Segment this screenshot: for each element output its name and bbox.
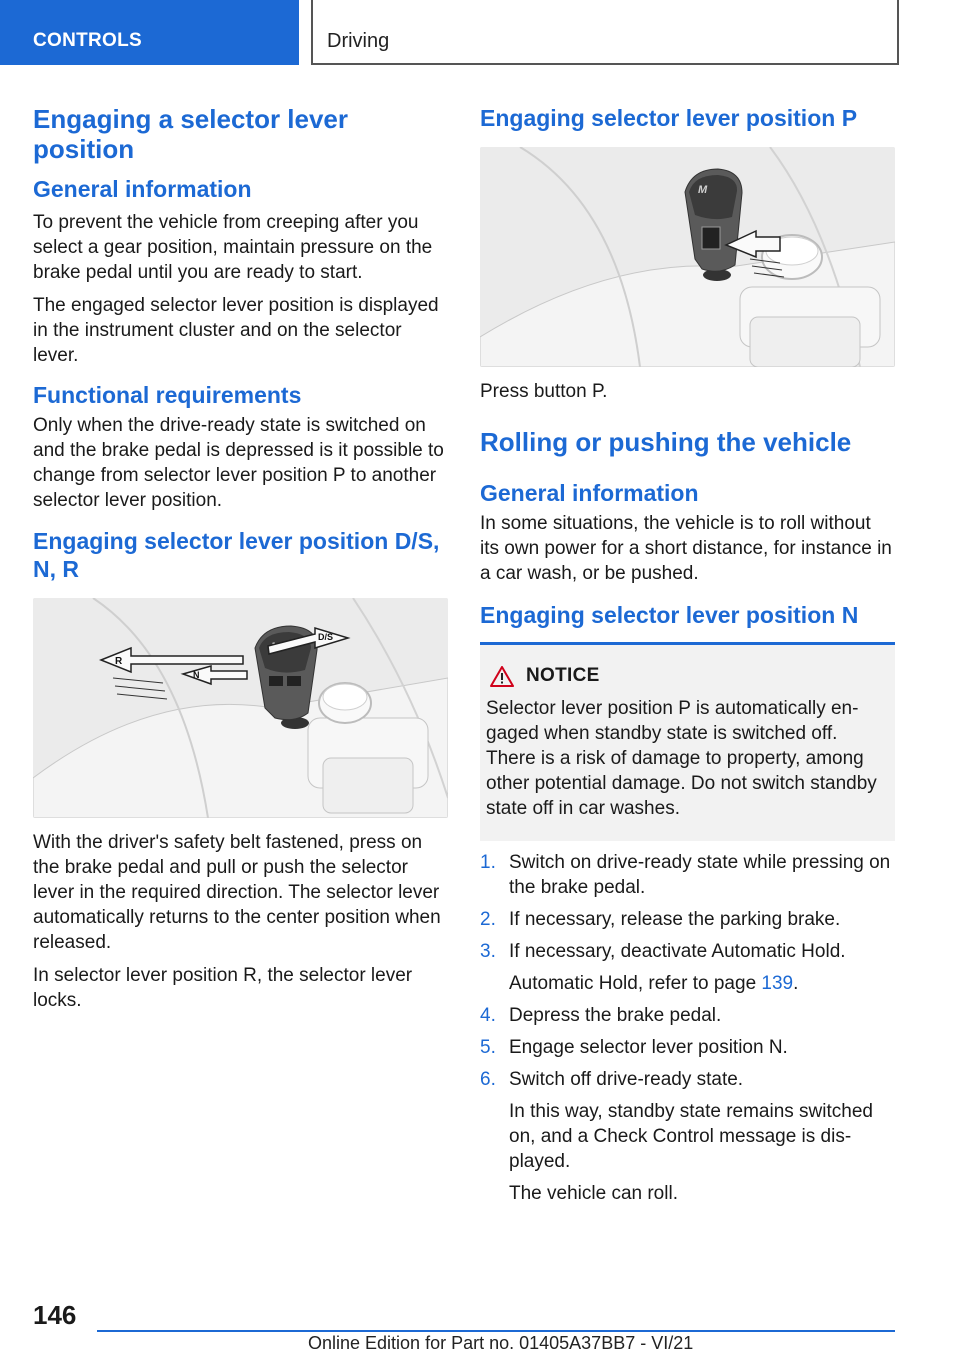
step-3-subtext [509,971,895,996]
step-number: 3. [480,941,496,962]
step-number: 6. [480,1069,496,1090]
arrow-label-r: R [115,656,123,667]
list-item [480,1003,895,1028]
heading-functional-requirements: Functional requirements [33,382,302,408]
step-number: 2. [480,909,496,930]
list-item [480,850,895,900]
notice-header [490,665,887,687]
page-reference-link[interactable]: 139 [761,973,794,994]
heading-engaging-p: Engaging selector lever position P [480,105,858,131]
dsnr-paragraph-1: With the driver's safety belt fastened, press on the brake pedal and pull or push the selector lever in the required direction. The selector lever automatically returns to the center position when released. [33,832,441,953]
step-3-sub-prefix: Automatic Hold, refer to page [509,973,762,994]
step-6-subtext-2: The vehicle can roll. [509,1183,678,1204]
heading-engaging-n: Engaging selector lever position N [480,602,859,628]
step-6-subtext-1: In this way, standby state remains switched on, and a Check Control message is dis‐played. [509,1101,873,1172]
section-title-rolling: Rolling or pushing the vehicle [480,427,852,457]
list-item [480,1067,895,1206]
step-text: Switch off drive-ready state. [509,1069,744,1090]
section-title-engaging: Engaging a selector lever position [33,104,349,164]
step-text: Switch on drive-ready state while pressing on the brake pedal. [509,852,891,898]
header-chapter-box [311,0,899,65]
step-number: 4. [480,1005,496,1026]
notice-text: Selector lever position P is automatically en‐gaged when standby state is switched off. There is a risk of damage to property, among other potential damage. Do not switch standby state off in car washes. [486,698,877,819]
steps-list [480,850,895,1206]
header-section-tab [0,0,299,65]
step-text: If necessary, release the parking brake. [509,909,841,930]
right-column [480,100,895,1206]
step-text: Engage selector lever position N. [509,1037,788,1058]
list-item [480,1035,895,1060]
dsnr-paragraph-2: In selector lever position R, the selector lever locks. [33,965,413,1011]
step-3-sub-suffix: . [793,973,799,994]
header-section-label: CONTROLS [33,30,143,51]
selector-lever-illustration [33,598,448,818]
figure-selector-lever-dsnr [33,598,448,818]
notice-box [480,645,895,841]
warning-triangle-icon [490,666,514,687]
page-number: 146 [33,1300,77,1330]
header-chapter-label: Driving [327,30,390,52]
step-text: If necessary, deactivate Automatic Hold. [509,941,846,962]
list-item [480,907,895,932]
rolling-general-paragraph: In some situations, the vehicle is to roll without its own power for a short distance, for instance in a car wash, or be pushed. [480,513,892,584]
general-paragraph-2: The engaged selector lever position is displayed in the instrument cluster and on the selector lever. [33,295,439,366]
figure-selector-lever-p [480,147,895,367]
left-column [33,100,448,1013]
p-caption: Press button P. [480,381,608,402]
arrow-label-ds: D/S [318,632,334,642]
notice-title: NOTICE [526,665,600,686]
footer-edition: Online Edition for Part no. 01405A37BB7 - VI/21 [308,1333,694,1353]
heading-general-information: General information [33,176,252,202]
heading-rolling-general: General information [480,480,699,506]
footer-rule [97,1330,895,1332]
heading-engaging-dsnr: Engaging selector lever position D/S, N, R [33,528,440,582]
step-number: 1. [480,852,496,873]
list-item [480,939,895,996]
lever-m-logo-p: M [698,184,708,196]
step-text: Depress the brake pedal. [509,1005,722,1026]
arrow-label-n: N [193,670,200,680]
general-paragraph-1: To prevent the vehicle from creeping after you select a gear position, maintain pressure on the brake pedal until you are ready to start. [33,212,433,283]
selector-lever-p-illustration [480,147,895,367]
functional-paragraph: Only when the drive-ready state is switched on and the brake pedal is depressed is it possible to change from selector lever position P to another selector lever position. [33,415,444,511]
step-number: 5. [480,1037,496,1058]
